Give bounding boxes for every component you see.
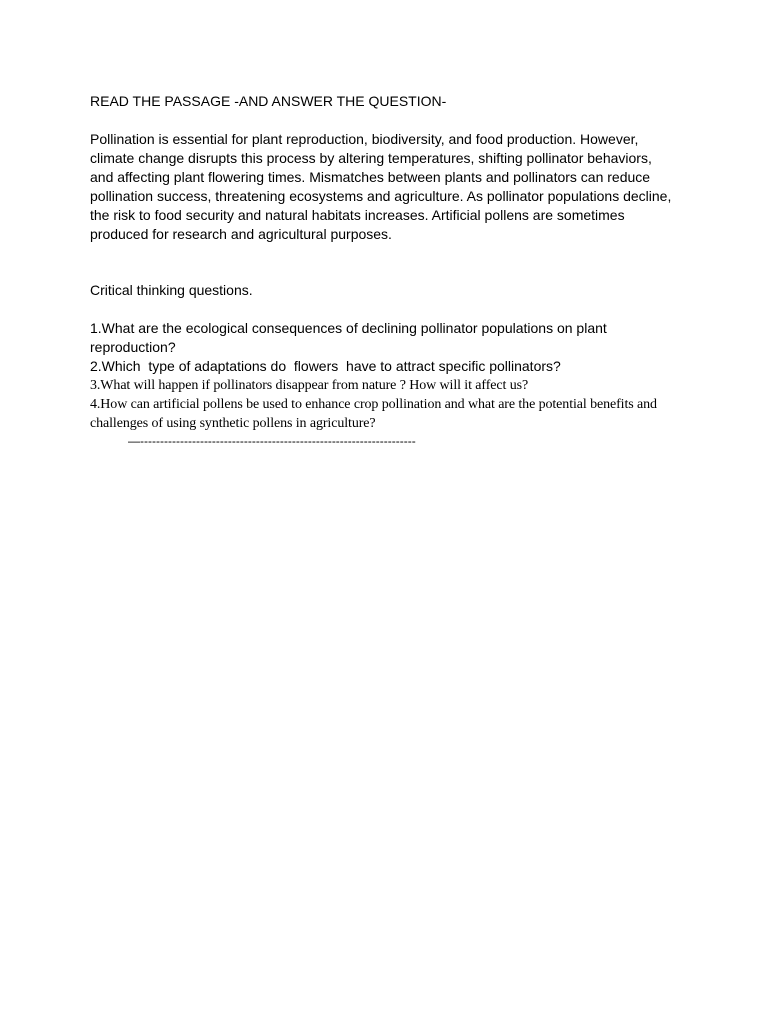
question-4: 4.How can artificial pollens be used to enhance crop pollination and what are the potential benefits and challenges of using synthetic pollens in agriculture? [90, 397, 657, 431]
question-1: 1.What are the ecological consequences of declining pollinator populations on plant reproduction? [90, 320, 611, 355]
document-heading: READ THE PASSAGE -AND ANSWER THE QUESTION- [90, 93, 447, 109]
passage-text: Pollination is essential for plant reproduction, biodiversity, and food production. However, climate change disrupts this process by altering temperatures, shifting pollinator behaviors, and affecting plant flowering times. Mismatches between plants and pollinators can reduce pollination success, threatening ecosystems and agriculture. As pollinator populations decline, the risk to food security and natural habitats increases. Artificial pollens are sometimes produced for research and agricultural purposes. [90, 131, 672, 242]
question-2: 2.Which type of adaptations do flowers have to attract specific pollinators? [90, 358, 561, 374]
document-content [90, 92, 680, 449]
questions-list [90, 319, 680, 433]
questions-section-label: Critical thinking questions. [90, 282, 253, 298]
question-3: 3.What will happen if pollinators disappear from nature ? How will it affect us? [90, 378, 529, 393]
dashed-divider-line: —--------------------------------------------------------------------- [128, 434, 416, 448]
